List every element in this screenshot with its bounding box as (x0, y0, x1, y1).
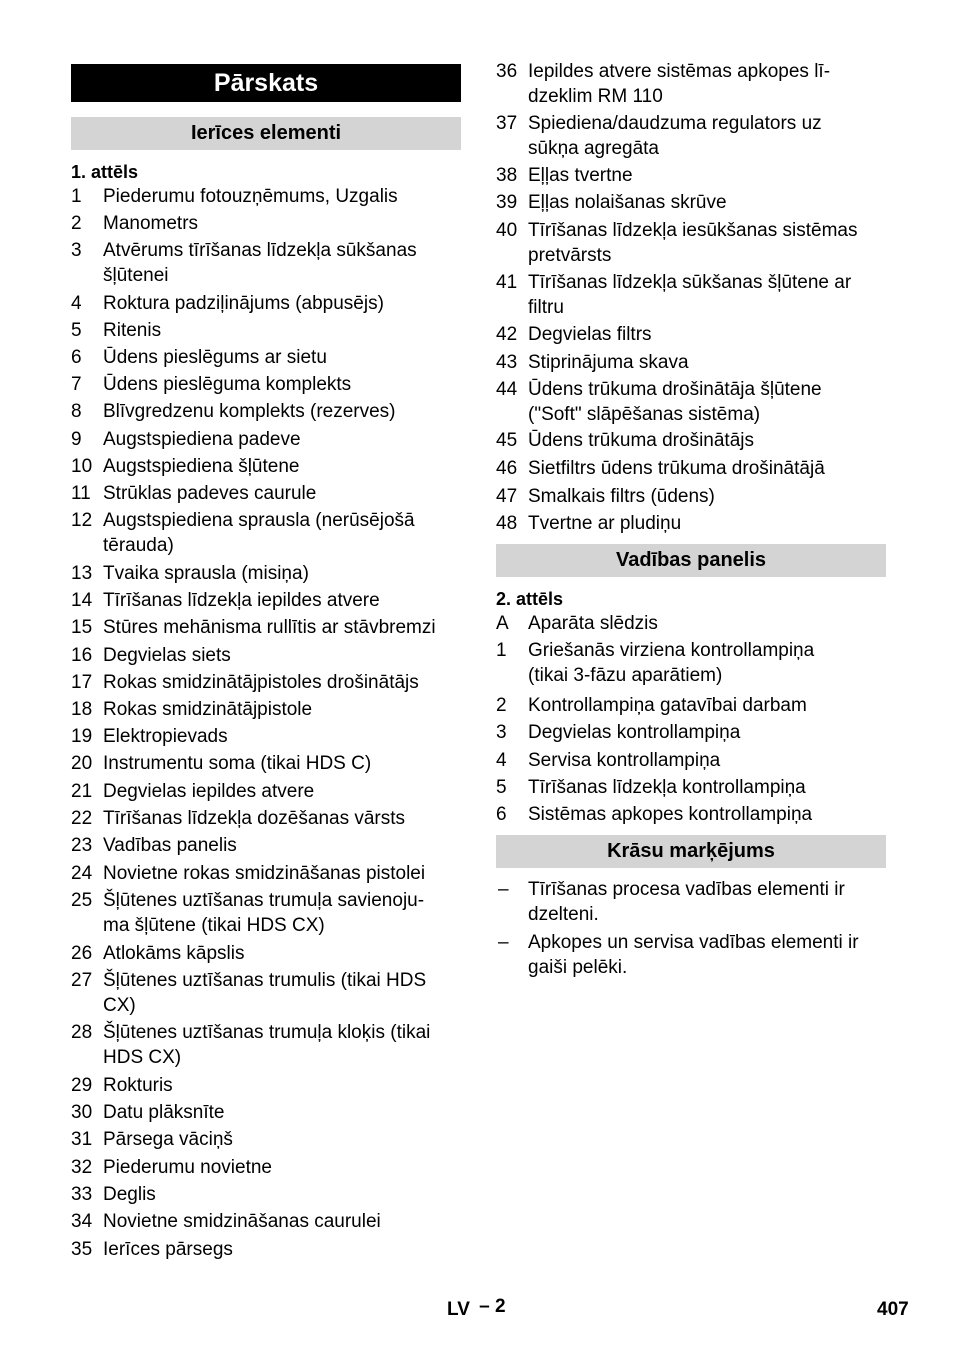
color-marking-item (496, 877, 888, 927)
item-text-line: Stūres mehānisma rullītis ar stāvbremzi (103, 617, 436, 638)
item-text-line: Atlokāms kāpslis (103, 943, 245, 964)
item-text-line: Servisa kontrollampiņa (528, 750, 721, 771)
device-element-item (71, 561, 463, 586)
item-text-line: Šļūtenes uztīšanas trumuļa savienoju- (103, 890, 425, 911)
item-number: 31 (71, 1129, 93, 1150)
figure-label-2: 2. attēls (496, 589, 564, 609)
item-text-line: Tīrīšanas procesa vadības elementi ir (528, 879, 845, 900)
section-heading-device-elements: Ierīces elementi (71, 117, 461, 150)
item-number: 47 (496, 486, 518, 507)
item-number: 3 (496, 722, 507, 743)
device-element-item (71, 454, 463, 479)
item-number: 33 (71, 1184, 93, 1205)
device-element-item (496, 350, 888, 375)
item-number: 22 (71, 808, 93, 829)
device-element-item (71, 941, 463, 966)
item-number: 13 (71, 563, 93, 584)
item-text-line: Augstspiediena sprausla (nerūsējošā (103, 510, 415, 531)
item-text-line: Augstspiediena padeve (103, 429, 301, 450)
item-number: 45 (496, 430, 518, 451)
item-text-line: Degvielas kontrollampiņa (528, 722, 741, 743)
item-text-line: šļūtenei (103, 265, 169, 286)
device-element-item (71, 806, 463, 831)
item-number: 26 (71, 943, 93, 964)
item-text-line: Piederumu fotouzņēmums, Uzgalis (103, 186, 398, 207)
control-panel-item (496, 775, 888, 800)
item-text-line: Apkopes un servisa vadības elementi ir (528, 932, 859, 953)
item-number: 32 (71, 1157, 93, 1178)
bullet-dash: – (498, 932, 509, 953)
item-text-line: Blīvgredzenu komplekts (rezerves) (103, 401, 396, 422)
item-text-line: Tīrīšanas līdzekļa dozēšanas vārsts (103, 808, 406, 829)
device-element-item (496, 428, 888, 453)
item-text-line: Ierīces pārsegs (103, 1239, 233, 1260)
item-text-line: Ūdens trūkuma drošinātāja šļūtene (528, 379, 822, 400)
device-element-item (71, 1073, 463, 1098)
item-text-line: Sietfiltrs ūdens trūkuma drošinātājā (528, 458, 825, 479)
device-element-item (496, 456, 888, 481)
item-number: 24 (71, 863, 93, 884)
item-text-line: Rokas smidzinātājpistole (103, 699, 313, 720)
control-panel-item (496, 748, 888, 773)
device-element-item (496, 322, 888, 347)
item-text-line: Deglis (103, 1184, 156, 1205)
item-number: 25 (71, 890, 93, 911)
item-number: 4 (496, 750, 507, 771)
device-element-item (496, 484, 888, 509)
item-number: 27 (71, 970, 93, 991)
footer-lang-code: LV (447, 1299, 470, 1320)
item-text-line: Ritenis (103, 320, 162, 341)
item-number: 18 (71, 699, 93, 720)
item-number: 2 (496, 695, 507, 716)
device-element-item (71, 372, 463, 397)
item-number: 37 (496, 113, 518, 134)
control-panel-item (496, 611, 888, 636)
device-element-item (496, 270, 888, 320)
item-number: 11 (71, 483, 91, 504)
item-number: 35 (71, 1239, 93, 1260)
item-text-line: Atvērums tīrīšanas līdzekļa sūkšanas (103, 240, 417, 261)
device-element-item (496, 377, 888, 427)
device-element-item (71, 670, 463, 695)
device-element-item (71, 724, 463, 749)
item-text-line: Rokas smidzinātājpistoles drošinātājs (103, 672, 419, 693)
item-text-line: Ūdens trūkuma drošinātājs (528, 430, 754, 451)
item-number: A (496, 613, 509, 634)
item-text-line: Tīrīšanas līdzekļa kontrollampiņa (528, 777, 806, 798)
device-element-item (71, 1020, 463, 1070)
item-text-line: Tīrīšanas līdzekļa sūkšanas šļūtene ar (528, 272, 852, 293)
device-element-item (71, 318, 463, 343)
device-element-item (71, 345, 463, 370)
item-number: 1 (71, 186, 82, 207)
control-panel-item (496, 720, 888, 745)
item-text-line: Manometrs (103, 213, 199, 234)
footer-section-page: – 2 (479, 1296, 506, 1317)
item-number: 36 (496, 61, 518, 82)
item-number: 46 (496, 458, 518, 479)
device-element-item (71, 291, 463, 316)
item-text-line: Stiprinājuma skava (528, 352, 689, 373)
page-number: 407 (877, 1299, 909, 1320)
item-number: 10 (71, 456, 93, 477)
item-text-line: Sistēmas apkopes kontrollampiņa (528, 804, 813, 825)
section-heading-control-panel: Vadības panelis (496, 544, 886, 577)
item-text-line: Kontrollampiņa gatavībai darbam (528, 695, 807, 716)
item-text-line: dzelteni. (528, 904, 599, 925)
device-element-item (71, 751, 463, 776)
device-element-item (71, 399, 463, 424)
device-element-item (71, 508, 463, 558)
item-text-line: Smalkais filtrs (ūdens) (528, 486, 715, 507)
device-element-item (71, 481, 463, 506)
item-text-line: Elektropievads (103, 726, 228, 747)
item-number: 20 (71, 753, 93, 774)
device-element-item (71, 427, 463, 452)
item-text-line: Degvielas siets (103, 645, 231, 666)
item-number: 40 (496, 220, 518, 241)
device-element-item (496, 111, 888, 161)
item-text-line: Pārsega vāciņš (103, 1129, 233, 1150)
item-text-line: Novietne rokas smidzināšanas pistolei (103, 863, 426, 884)
item-text-line: ("Soft" slāpēšanas sistēma) (528, 404, 761, 425)
item-text-line: Tīrīšanas līdzekļa iepildes atvere (103, 590, 380, 611)
device-element-item (71, 184, 463, 209)
item-text-line: tērauda) (103, 535, 174, 556)
device-element-item (496, 218, 888, 268)
item-text-line: Spiediena/daudzuma regulators uz (528, 113, 822, 134)
item-text-line: Tvaika sprausla (misiņa) (103, 563, 309, 584)
item-text-line: dzeklim RM 110 (528, 86, 663, 107)
item-number: 38 (496, 165, 518, 186)
footer-language (447, 1296, 506, 1321)
device-element-item (71, 861, 463, 886)
bullet-dash: – (498, 879, 509, 900)
item-number: 44 (496, 379, 518, 400)
item-number: 1 (496, 640, 507, 661)
item-text-line: Tīrīšanas līdzekļa iesūkšanas sistēmas (528, 220, 858, 241)
item-text-line: filtru (528, 297, 564, 318)
item-number: 48 (496, 513, 518, 534)
item-text-line: pretvārsts (528, 245, 612, 266)
item-number: 29 (71, 1075, 93, 1096)
item-number: 19 (71, 726, 93, 747)
device-element-item (71, 588, 463, 613)
item-text-line: Strūklas padeves caurule (103, 483, 317, 504)
item-text-line: Iepildes atvere sistēmas apkopes lī- (528, 61, 831, 82)
item-text-line: gaiši pelēki. (528, 957, 628, 978)
item-number: 43 (496, 352, 518, 373)
device-element-item (71, 1182, 463, 1207)
item-text-line: ma šļūtene (tikai HDS CX) (103, 915, 325, 936)
item-text-line: Novietne smidzināšanas caurulei (103, 1211, 381, 1232)
device-element-item (71, 1100, 463, 1125)
item-number: 42 (496, 324, 518, 345)
item-text-line: CX) (103, 995, 136, 1016)
item-text-line: Piederumu novietne (103, 1157, 272, 1178)
item-number: 9 (71, 429, 82, 450)
item-number: 8 (71, 401, 82, 422)
device-element-item (71, 615, 463, 640)
control-panel-item (496, 638, 888, 688)
item-text-line: Eļļas tvertne (528, 165, 633, 186)
device-element-item (71, 697, 463, 722)
item-text-line: Instrumentu soma (tikai HDS C) (103, 753, 372, 774)
item-number: 5 (496, 777, 507, 798)
item-number: 21 (71, 781, 93, 802)
item-number: 6 (71, 347, 82, 368)
page-title: Pārskats (71, 64, 461, 102)
device-element-item (496, 59, 888, 109)
item-number: 7 (71, 374, 82, 395)
item-number: 6 (496, 804, 507, 825)
item-text-line: Šļūtenes uztīšanas trumuļa kloķis (tikai (103, 1022, 431, 1043)
device-element-item (71, 238, 463, 288)
item-text-line: Datu plāksnīte (103, 1102, 225, 1123)
device-element-item (71, 1127, 463, 1152)
item-number: 23 (71, 835, 93, 856)
item-text-line: HDS CX) (103, 1047, 182, 1068)
control-panel-item (496, 693, 888, 718)
item-text-line: Vadības panelis (103, 835, 237, 856)
device-element-item (71, 1209, 463, 1234)
device-element-item (71, 1155, 463, 1180)
item-text-line: sūkņa agregāta (528, 138, 659, 159)
item-number: 3 (71, 240, 82, 261)
item-text-line: Ūdens pieslēguma komplekts (103, 374, 352, 395)
item-number: 41 (496, 272, 518, 293)
item-number: 28 (71, 1022, 93, 1043)
device-element-item (71, 968, 463, 1018)
device-element-item (71, 211, 463, 236)
section-heading-color-marking: Krāsu marķējums (496, 835, 886, 868)
item-text-line: Šļūtenes uztīšanas trumulis (tikai HDS (103, 970, 427, 991)
item-number: 12 (71, 510, 93, 531)
item-text-line: (tikai 3-fāzu aparātiem) (528, 665, 723, 686)
device-element-item (71, 643, 463, 668)
control-panel-item (496, 802, 888, 827)
item-text-line: Griešanās virziena kontrollampiņa (528, 640, 815, 661)
device-element-item (496, 190, 888, 215)
color-marking-item (496, 930, 888, 980)
item-number: 5 (71, 320, 82, 341)
device-element-item (71, 888, 463, 938)
item-text-line: Tvertne ar pludiņu (528, 513, 682, 534)
device-element-item (496, 511, 888, 536)
item-number: 14 (71, 590, 93, 611)
item-number: 30 (71, 1102, 93, 1123)
device-element-item (71, 1237, 463, 1262)
item-text-line: Degvielas iepildes atvere (103, 781, 315, 802)
device-element-item (496, 163, 888, 188)
item-text-line: Augstspiediena šļūtene (103, 456, 300, 477)
item-number: 34 (71, 1211, 93, 1232)
item-number: 16 (71, 645, 93, 666)
item-number: 17 (71, 672, 93, 693)
item-number: 4 (71, 293, 82, 314)
item-number: 39 (496, 192, 518, 213)
item-number: 15 (71, 617, 93, 638)
item-text-line: Eļļas nolaišanas skrūve (528, 192, 727, 213)
item-text-line: Aparāta slēdzis (528, 613, 658, 634)
device-element-item (71, 779, 463, 804)
device-element-item (71, 833, 463, 858)
figure-label-1: 1. attēls (71, 162, 139, 182)
item-text-line: Ūdens pieslēgums ar sietu (103, 347, 327, 368)
item-text-line: Rokturis (103, 1075, 173, 1096)
item-number: 2 (71, 213, 82, 234)
item-text-line: Roktura padziļinājums (abpusējs) (103, 293, 384, 314)
item-text-line: Degvielas filtrs (528, 324, 652, 345)
